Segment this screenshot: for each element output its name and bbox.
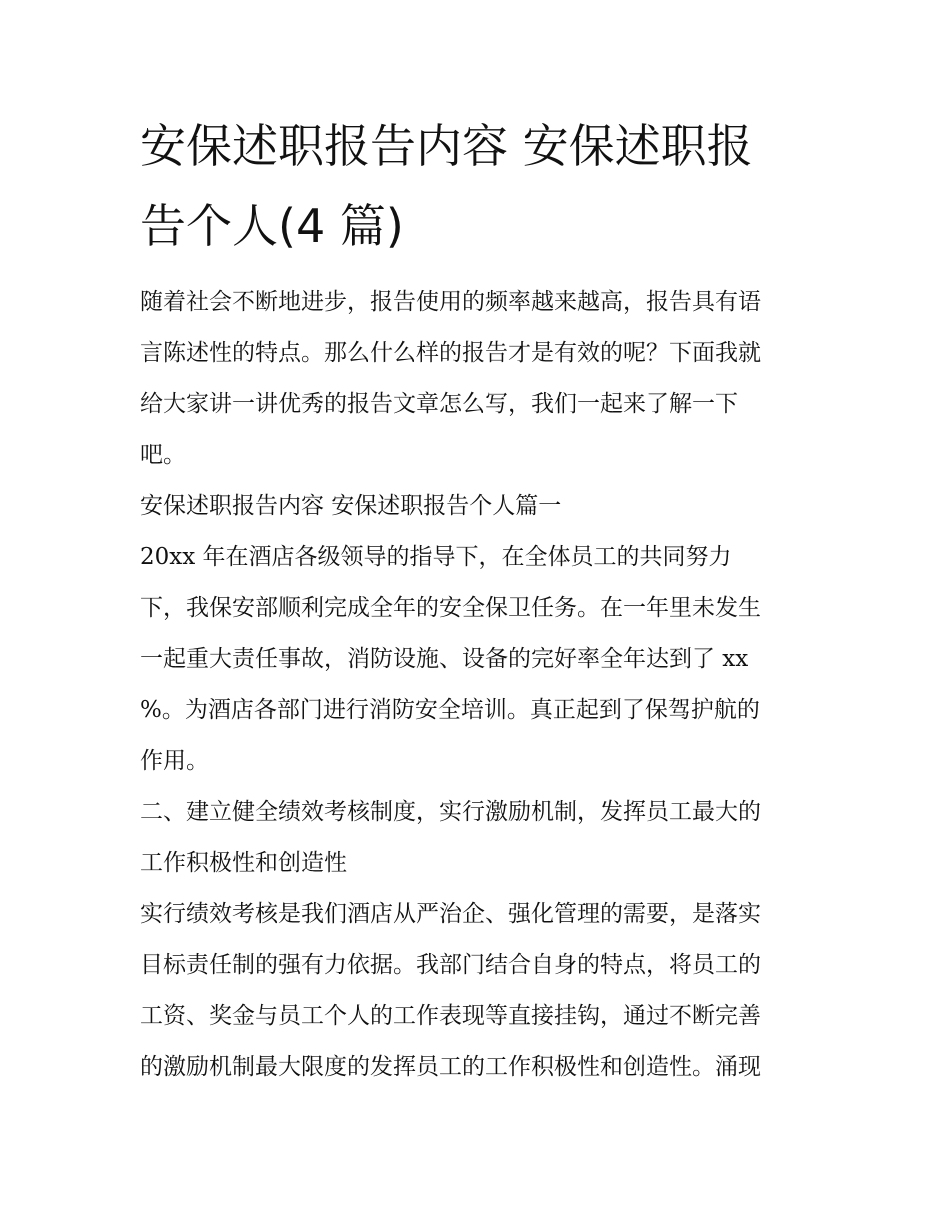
body-line: %。为酒店各部门进行消防安全培训。真正起到了保驾护航的	[140, 697, 760, 723]
body-line: 目标责任制的强有力依据。我部门结合自身的特点，将员工的	[140, 952, 761, 978]
body-line: 一起重大责任事故，消防设施、设备的完好率全年达到了 xx	[140, 646, 749, 672]
body-line: 二、建立健全绩效考核制度，实行激励机制，发挥员工最大的	[140, 799, 761, 825]
body-line: 的激励机制最大限度的发挥员工的工作积极性和创造性。涌现	[140, 1054, 761, 1080]
body-line: 20xx 年在酒店各级领导的指导下，在全体员工的共同努力	[140, 544, 732, 570]
body-line: 吧。	[140, 442, 186, 468]
document-title	[140, 106, 820, 266]
body-line: 作用。	[140, 748, 209, 774]
body-line: 给大家讲一讲优秀的报告文章怎么写，我们一起来了解一下	[140, 391, 738, 417]
body-line: 随着社会不断地进步，报告使用的频率越来越高，报告具有语	[140, 289, 761, 315]
body-line: 工作积极性和创造性	[140, 850, 347, 876]
body-line: 言陈述性的特点。那么什么样的报告才是有效的呢？下面我就	[140, 340, 761, 366]
body-line: 下，我保安部顺利完成全年的安全保卫任务。在一年里未发生	[140, 595, 761, 621]
body-line: 工资、奖金与员工个人的工作表现等直接挂钩，通过不断完善	[140, 1003, 761, 1029]
document-body	[140, 282, 820, 1098]
title-line: 告个人(4 篇)	[140, 199, 404, 253]
body-line: 实行绩效考核是我们酒店从严治企、强化管理的需要，是落实	[140, 901, 761, 927]
section-heading: 安保述职报告内容 安保述职报告个人篇一	[140, 493, 562, 519]
title-line: 安保述职报告内容 安保述职报	[140, 119, 753, 173]
